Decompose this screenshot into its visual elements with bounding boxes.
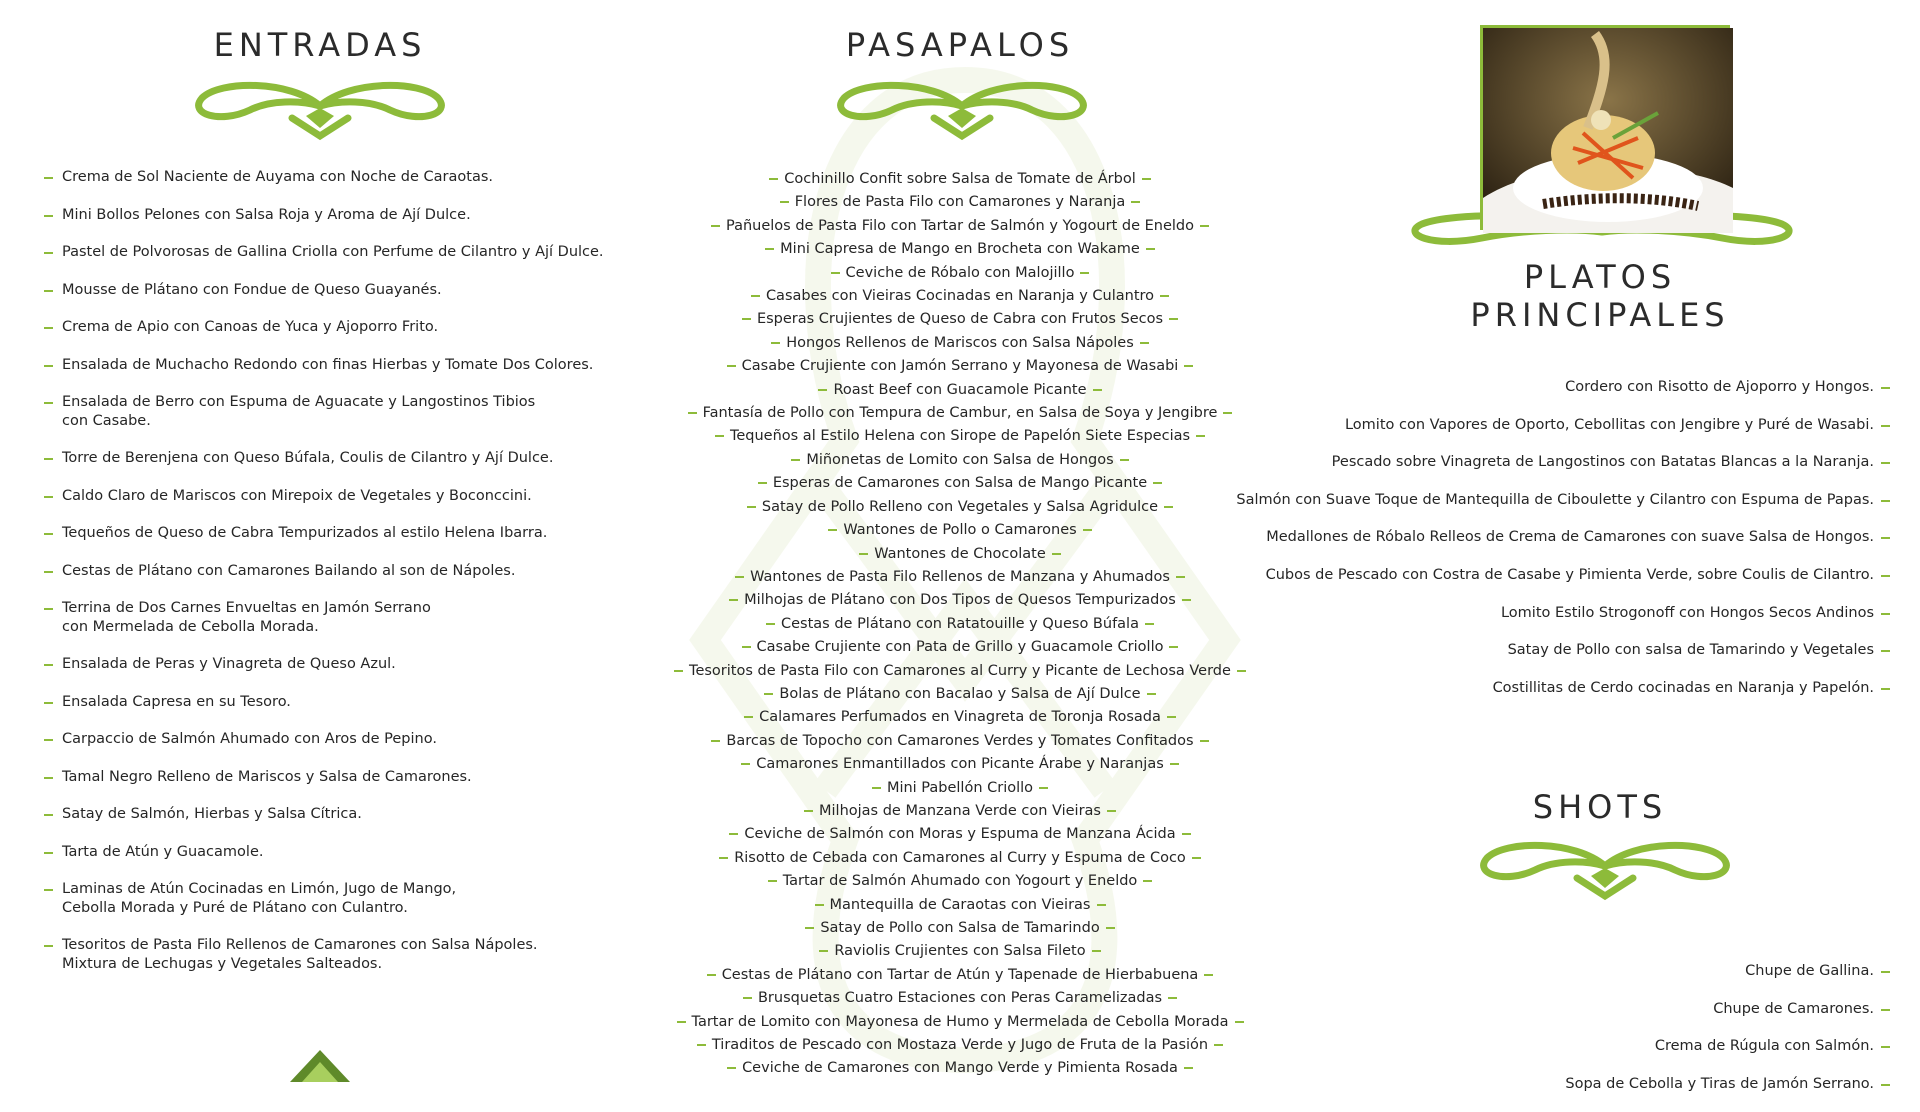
pasapalos-item-label: Ceviche de Camarones con Mango Verde y Pimienta Rosada bbox=[742, 1060, 1178, 1077]
dash-icon bbox=[751, 295, 760, 297]
entradas-item: Mini Bollos Pelones con Salsa Roja y Aroma de Ají Dulce. bbox=[44, 206, 624, 225]
dash-icon bbox=[1147, 693, 1156, 695]
pasapalos-item-label: Tesoritos de Pasta Filo con Camarones al Curry y Picante de Lechosa Verde bbox=[689, 662, 1231, 679]
dash-icon bbox=[1120, 459, 1129, 461]
dash-icon bbox=[1196, 435, 1205, 437]
dash-icon bbox=[1214, 1044, 1223, 1046]
dash-icon bbox=[1168, 997, 1177, 999]
pasapalos-item-label: Cestas de Plátano con Ratatouille y Queso Búfala bbox=[781, 615, 1139, 632]
pasapalos-item bbox=[640, 589, 1280, 612]
entradas-title: ENTRADAS bbox=[213, 26, 427, 64]
scroll-flourish-icon bbox=[180, 70, 460, 140]
dash-icon bbox=[1039, 787, 1048, 789]
dash-icon bbox=[735, 576, 744, 578]
pasapalos-item-label: Wantones de Pollo o Camarones bbox=[843, 522, 1077, 539]
pasapalos-item bbox=[640, 800, 1280, 823]
pasapalos-item bbox=[640, 1034, 1280, 1057]
shots-title: SHOTS bbox=[1532, 788, 1668, 826]
pasapalos-item-label: Raviolis Crujientes con Salsa Fileto bbox=[834, 943, 1086, 960]
pasapalos-item bbox=[640, 917, 1280, 940]
pasapalos-item bbox=[640, 543, 1280, 566]
pasapalos-item bbox=[640, 425, 1280, 448]
pasapalos-item bbox=[640, 706, 1280, 729]
entradas-item: Ensalada de Berro con Espuma de Aguacate y Langostinos Tibios con Casabe. bbox=[44, 393, 624, 431]
pasapalos-item-label: Brusquetas Cuatro Estaciones con Peras Caramelizadas bbox=[757, 990, 1163, 1007]
pasapalos-item bbox=[640, 402, 1280, 425]
pasapalos-item bbox=[640, 823, 1280, 846]
pasapalos-item-label: Tartar de Lomito con Mayonesa de Humo y Mermelada de Cebolla Morada bbox=[691, 1013, 1229, 1030]
dash-icon bbox=[1106, 927, 1115, 929]
dash-icon bbox=[729, 833, 738, 835]
pasapalos-item bbox=[640, 730, 1280, 753]
pasapalos-item bbox=[640, 987, 1280, 1010]
dash-icon bbox=[831, 272, 840, 274]
entradas-item: Crema de Apio con Canoas de Yuca y Ajoporro Frito. bbox=[44, 318, 624, 337]
pasapalos-item-label: Cestas de Plátano con Tartar de Atún y Tapenade de Hierbabuena bbox=[721, 966, 1199, 983]
pasapalos-item bbox=[640, 238, 1280, 261]
dash-icon bbox=[727, 365, 736, 367]
pasapalos-item-label: Camarones Enmantillados con Picante Árabe y Naranjas bbox=[756, 756, 1164, 773]
dash-icon bbox=[742, 646, 751, 648]
entradas-item: Crema de Sol Naciente de Auyama con Noche de Caraotas. bbox=[44, 168, 624, 187]
entradas-item: Caldo Claro de Mariscos con Mirepoix de Vegetales y Boconccini. bbox=[44, 487, 624, 506]
pasapalos-item-label: Roast Beef con Guacamole Picante bbox=[833, 381, 1087, 398]
dash-icon bbox=[1097, 904, 1106, 906]
dash-icon bbox=[1182, 599, 1191, 601]
dash-icon bbox=[1200, 225, 1209, 227]
dash-icon bbox=[688, 412, 697, 414]
entradas-item: Pastel de Polvorosas de Gallina Criolla con Perfume de Cilantro y Ají Dulce. bbox=[44, 243, 624, 262]
dash-icon bbox=[1140, 342, 1149, 344]
pasapalos-item-label: Bolas de Plátano con Bacalao y Salsa de Ají Dulce bbox=[779, 685, 1141, 702]
dash-icon bbox=[1160, 295, 1169, 297]
entradas-item: Mousse de Plátano con Fondue de Queso Guayanés. bbox=[44, 281, 624, 300]
dash-icon bbox=[1107, 810, 1116, 812]
pasapalos-item-label: Satay de Pollo con Salsa de Tamarindo bbox=[820, 920, 1100, 936]
pasapalos-item-label: Ceviche de Róbalo con Malojillo bbox=[845, 264, 1075, 281]
dash-icon bbox=[1164, 506, 1173, 508]
dash-icon bbox=[729, 599, 738, 601]
pasapalos-item-label: Tartar de Salmón Ahumado con Yogourt y Eneldo bbox=[782, 873, 1138, 890]
dash-icon bbox=[1182, 833, 1191, 835]
pasapalos-item-label: Mini Capresa de Mango en Brocheta con Wakame bbox=[780, 241, 1140, 258]
dash-icon bbox=[1052, 553, 1061, 555]
shots-item: Crema de Rúgula con Salmón. bbox=[1565, 1037, 1890, 1056]
platos-section bbox=[1236, 0, 1920, 1092]
pasapalos-item-label: Hongos Rellenos de Mariscos con Salsa Nápoles bbox=[786, 334, 1134, 351]
entradas-item: Terrina de Dos Carnes Envueltas en Jamón Serrano con Mermelada de Cebolla Morada. bbox=[44, 599, 624, 637]
dash-icon bbox=[1235, 1021, 1244, 1023]
shots-item: Chupe de Camarones. bbox=[1565, 1000, 1890, 1019]
pasapalos-item bbox=[640, 1011, 1280, 1034]
platos-title-line2: PRINCIPALES bbox=[1470, 296, 1730, 334]
pasapalos-item bbox=[640, 1057, 1280, 1080]
dash-icon bbox=[707, 974, 716, 976]
dash-icon bbox=[1093, 389, 1102, 391]
pasapalos-item bbox=[640, 519, 1280, 542]
pasapalos-item-label: Barcas de Topocho con Camarones Verdes y Tomates Confitados bbox=[726, 732, 1194, 749]
entradas-item: Ensalada de Peras y Vinagreta de Queso Azul. bbox=[44, 655, 624, 674]
dash-icon bbox=[1080, 272, 1089, 274]
pasapalos-item bbox=[640, 940, 1280, 963]
dash-icon bbox=[1184, 365, 1193, 367]
scroll-flourish-icon bbox=[1465, 830, 1745, 900]
platos-item: Pescado sobre Vinagreta de Langostinos con Batatas Blancas a la Naranja. bbox=[1236, 453, 1890, 472]
pasapalos-item-label: Mantequilla de Caraotas con Vieiras bbox=[829, 896, 1091, 913]
pasapalos-item-label: Flores de Pasta Filo con Camarones y Naranja bbox=[794, 194, 1126, 211]
dash-icon bbox=[1184, 1067, 1193, 1069]
shots-item: Sopa de Cebolla y Tiras de Jamón Serrano. bbox=[1565, 1075, 1890, 1094]
pasapalos-item-label: Milhojas de Manzana Verde con Vieiras bbox=[819, 802, 1101, 819]
pasapalos-item-label: Wantones de Chocolate bbox=[874, 545, 1046, 562]
dash-icon bbox=[743, 997, 752, 999]
pasapalos-item bbox=[640, 847, 1280, 870]
pasapalos-item bbox=[640, 613, 1280, 636]
dash-icon bbox=[859, 553, 868, 555]
pasapalos-item bbox=[640, 870, 1280, 893]
pasapalos-item bbox=[640, 308, 1280, 331]
entradas-item: Ensalada de Muchacho Redondo con finas Hierbas y Tomate Dos Colores. bbox=[44, 356, 624, 375]
entradas-item: Carpaccio de Salmón Ahumado con Aros de Pepino. bbox=[44, 730, 624, 749]
entradas-item: Tequeños de Queso de Cabra Tempurizados al estilo Helena Ibarra. bbox=[44, 524, 624, 543]
dash-icon bbox=[819, 950, 828, 952]
dash-icon bbox=[1131, 201, 1140, 203]
pasapalos-item bbox=[640, 262, 1280, 285]
pasapalos-item bbox=[640, 449, 1280, 472]
dash-icon bbox=[1146, 248, 1155, 250]
pasapalos-list bbox=[640, 168, 1280, 1081]
pasapalos-item-label: Casabe Crujiente con Jamón Serrano y Mayonesa de Wasabi bbox=[741, 358, 1179, 375]
entradas-item: Tesoritos de Pasta Filo Rellenos de Camarones con Salsa Nápoles. Mixtura de Lechugas y Vegetales Salteados. bbox=[44, 936, 624, 974]
dash-icon bbox=[711, 225, 720, 227]
shots-item: Chupe de Gallina. bbox=[1565, 962, 1890, 981]
dash-icon bbox=[1083, 529, 1092, 531]
dash-icon bbox=[1204, 974, 1213, 976]
entradas-list bbox=[44, 168, 624, 992]
scroll-flourish-icon bbox=[822, 70, 1102, 140]
pasapalos-item bbox=[640, 379, 1280, 402]
dash-icon bbox=[1170, 763, 1179, 765]
platos-title-line1: PLATOS bbox=[1523, 258, 1677, 296]
dash-icon bbox=[804, 810, 813, 812]
shots-list bbox=[1565, 962, 1890, 1112]
entradas-item: Tarta de Atún y Guacamole. bbox=[44, 843, 624, 862]
pasapalos-section bbox=[640, 0, 1280, 1080]
dash-icon bbox=[677, 1021, 686, 1023]
dash-icon bbox=[1092, 950, 1101, 952]
pasapalos-item bbox=[640, 285, 1280, 308]
pasapalos-item bbox=[640, 660, 1280, 683]
platos-item: Satay de Pollo con salsa de Tamarindo y Vegetales bbox=[1236, 641, 1890, 660]
dash-icon bbox=[674, 670, 683, 672]
dash-icon bbox=[1223, 412, 1232, 414]
pasapalos-item bbox=[640, 894, 1280, 917]
platos-item: Cordero con Risotto de Ajoporro y Hongos. bbox=[1236, 378, 1890, 397]
pasapalos-item-label: Tiraditos de Pescado con Mostaza Verde y Jugo de Fruta de la Pasión bbox=[711, 1037, 1209, 1054]
dash-icon bbox=[805, 927, 814, 929]
dash-icon bbox=[719, 857, 728, 859]
dash-icon bbox=[742, 318, 751, 320]
pasapalos-item bbox=[640, 168, 1280, 191]
pasapalos-item-label: Risotto de Cebada con Camarones al Curry y Espuma de Coco bbox=[734, 849, 1186, 866]
dash-icon bbox=[791, 459, 800, 461]
pasapalos-item bbox=[640, 191, 1280, 214]
pasapalos-item bbox=[640, 472, 1280, 495]
dash-icon bbox=[711, 740, 720, 742]
dash-icon bbox=[1153, 482, 1162, 484]
dash-icon bbox=[697, 1044, 706, 1046]
dash-icon bbox=[1192, 857, 1201, 859]
platos-item: Lomito con Vapores de Oporto, Cebollitas con Jengibre y Puré de Wasabi. bbox=[1236, 416, 1890, 435]
pasapalos-item bbox=[640, 683, 1280, 706]
pasapalos-item-label: Cochinillo Confit sobre Salsa de Tomate de Árbol bbox=[784, 171, 1136, 187]
dash-icon bbox=[747, 506, 756, 508]
dash-icon bbox=[741, 763, 750, 765]
pasapalos-title: PASAPALOS bbox=[845, 26, 1075, 64]
dash-icon bbox=[1143, 880, 1152, 882]
pasapalos-item-label: Esperas de Camarones con Salsa de Mango Picante bbox=[772, 475, 1148, 492]
pasapalos-item bbox=[640, 496, 1280, 519]
dash-icon bbox=[818, 389, 827, 391]
diamond-ornament-icon bbox=[280, 1048, 360, 1086]
pasapalos-item-label: Casabe Crujiente con Pata de Grillo y Guacamole Criollo bbox=[756, 639, 1164, 656]
dash-icon bbox=[727, 1067, 736, 1069]
pasapalos-item-label: Pañuelos de Pasta Filo con Tartar de Salmón y Yogourt de Eneldo bbox=[726, 217, 1194, 234]
dash-icon bbox=[771, 342, 780, 344]
dash-icon bbox=[768, 880, 777, 882]
pasapalos-item-label: Mini Pabellón Criollo bbox=[886, 779, 1034, 796]
platos-item: Costillitas de Cerdo cocinadas en Naranja y Papelón. bbox=[1236, 679, 1890, 698]
dash-icon bbox=[758, 482, 767, 484]
dash-icon bbox=[1200, 740, 1209, 742]
pasapalos-item-label: Ceviche de Salmón con Moras y Espuma de Manzana Ácida bbox=[744, 826, 1176, 843]
entradas-item: Ensalada Capresa en su Tesoro. bbox=[44, 693, 624, 712]
dash-icon bbox=[1142, 178, 1151, 180]
dash-icon bbox=[1167, 716, 1176, 718]
pasapalos-item-label: Fantasía de Pollo con Tempura de Cambur, en Salsa de Soya y Jengibre bbox=[702, 405, 1218, 422]
pasapalos-item-label: Satay de Pollo Relleno con Vegetales y Salsa Agridulce bbox=[761, 498, 1159, 515]
entradas-item: Cestas de Plátano con Camarones Bailando al son de Nápoles. bbox=[44, 562, 624, 581]
pasapalos-item bbox=[640, 332, 1280, 355]
pasapalos-item-label: Milhojas de Plátano con Dos Tipos de Quesos Tempurizados bbox=[744, 592, 1176, 609]
pasapalos-item bbox=[640, 355, 1280, 378]
dash-icon bbox=[769, 178, 778, 180]
entradas-item: Torre de Berenjena con Queso Búfala, Coulis de Cilantro y Ají Dulce. bbox=[44, 449, 624, 468]
plated-dish-photo bbox=[1480, 25, 1730, 230]
entradas-item: Satay de Salmón, Hierbas y Salsa Cítrica. bbox=[44, 805, 624, 824]
dash-icon bbox=[872, 787, 881, 789]
dash-icon bbox=[815, 904, 824, 906]
entradas-item: Tamal Negro Relleno de Mariscos y Salsa de Camarones. bbox=[44, 768, 624, 787]
pasapalos-item bbox=[640, 566, 1280, 589]
platos-item: Lomito Estilo Strogonoff con Hongos Secos Andinos bbox=[1236, 604, 1890, 623]
pasapalos-item-label: Miñonetas de Lomito con Salsa de Hongos bbox=[806, 451, 1114, 468]
platos-item: Medallones de Róbalo Relleos de Crema de Camarones con suave Salsa de Hongos. bbox=[1236, 528, 1890, 547]
dash-icon bbox=[828, 529, 837, 531]
dash-icon bbox=[764, 693, 773, 695]
platos-item: Cubos de Pescado con Costra de Casabe y Pimienta Verde, sobre Coulis de Cilantro. bbox=[1236, 566, 1890, 585]
pasapalos-item-label: Tequeños al Estilo Helena con Sirope de Papelón Siete Especias bbox=[729, 428, 1191, 445]
dash-icon bbox=[1169, 318, 1178, 320]
dash-icon bbox=[744, 716, 753, 718]
pasapalos-item bbox=[640, 964, 1280, 987]
dash-icon bbox=[1145, 623, 1154, 625]
dash-icon bbox=[780, 201, 789, 203]
entradas-section bbox=[0, 0, 640, 1080]
pasapalos-item bbox=[640, 636, 1280, 659]
pasapalos-item bbox=[640, 777, 1280, 800]
dash-icon bbox=[765, 248, 774, 250]
dash-icon bbox=[1176, 576, 1185, 578]
dash-icon bbox=[1169, 646, 1178, 648]
pasapalos-item-label: Wantones de Pasta Filo Rellenos de Manzana y Ahumados bbox=[750, 568, 1170, 585]
entradas-item: Laminas de Atún Cocinadas en Limón, Jugo de Mango, Cebolla Morada y Puré de Plátano con Culantro. bbox=[44, 880, 624, 918]
pasapalos-item-label: Calamares Perfumados en Vinagreta de Toronja Rosada bbox=[759, 709, 1161, 726]
pasapalos-item bbox=[640, 753, 1280, 776]
platos-list bbox=[1236, 378, 1890, 716]
pasapalos-item bbox=[640, 215, 1280, 238]
pasapalos-item-label: Casabes con Vieiras Cocinadas en Naranja y Culantro bbox=[765, 288, 1155, 305]
dash-icon bbox=[766, 623, 775, 625]
pasapalos-item-label: Esperas Crujientes de Queso de Cabra con Frutos Secos bbox=[756, 311, 1164, 328]
dash-icon bbox=[715, 435, 724, 437]
platos-item: Salmón con Suave Toque de Mantequilla de Ciboulette y Cilantro con Espuma de Papas. bbox=[1236, 491, 1890, 510]
